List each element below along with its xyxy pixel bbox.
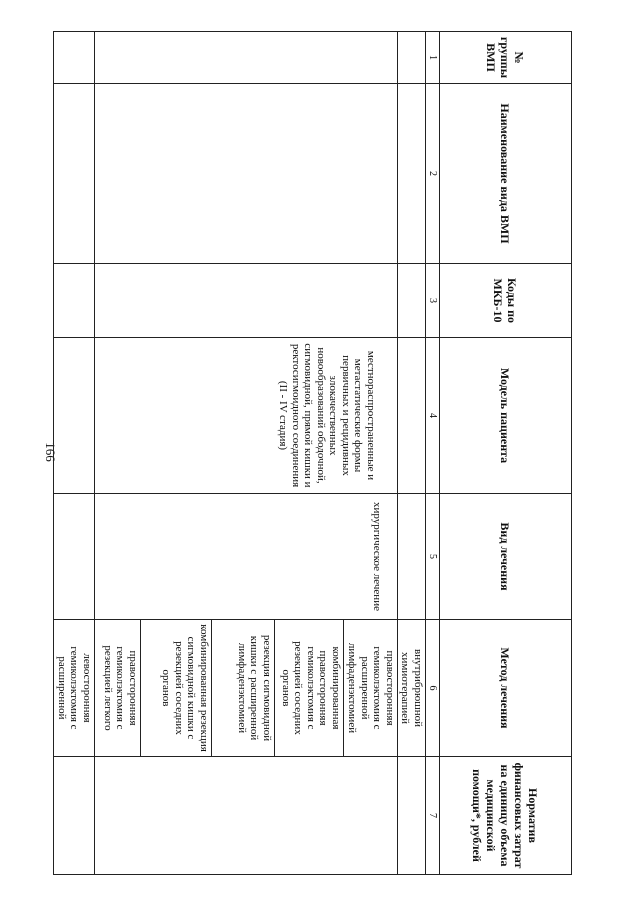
- column-number: 7: [426, 757, 440, 875]
- group-no-cell: [398, 32, 426, 84]
- column-number: 4: [426, 338, 440, 494]
- column-number-row: [426, 32, 440, 875]
- vmp-name-cell: [95, 84, 398, 264]
- treatment-method-cell: правосторонняя гемиколэктомия с расширенной лимфаденэктомией: [344, 620, 398, 757]
- treatment-method-cell: левосторонняя гемиколэктомия с расширенной: [54, 620, 95, 757]
- cost-norm-cell: [398, 757, 426, 875]
- treatment-table: [54, 31, 573, 875]
- treatment-table-rotated: [56, 31, 572, 874]
- mkb-codes-cell: [95, 264, 398, 338]
- page-number: 166: [43, 442, 58, 462]
- table-row: [398, 32, 426, 875]
- header-row: [440, 32, 572, 875]
- header-vmp-name: Наименование вида ВМП: [440, 84, 572, 264]
- header-group-no: № группы ВМП: [440, 32, 572, 84]
- header-treatment-type: Вид лечения: [440, 494, 572, 620]
- header-mkb-codes: Коды по МКБ-10: [440, 264, 572, 338]
- group-no-cell: [54, 32, 95, 84]
- column-number: 2: [426, 84, 440, 264]
- cost-norm-cell: [95, 757, 398, 875]
- treatment-type-cell: хирургическое лечение: [95, 494, 398, 620]
- vmp-name-cell: [398, 84, 426, 264]
- patient-model-cell: [54, 338, 95, 494]
- column-number: 3: [426, 264, 440, 338]
- patient-model-cell: [398, 338, 426, 494]
- treatment-method-cell: резекция сигмовидной кишки с расширенной лимфаденэктомией: [212, 620, 275, 757]
- treatment-method-cell: комбинированная правосторонняя гемиколэктомия с резекцией соседних органов: [275, 620, 344, 757]
- group-no-cell: [95, 32, 398, 84]
- treatment-type-cell: [398, 494, 426, 620]
- table-row: [54, 32, 95, 875]
- cost-norm-cell: [54, 757, 95, 875]
- column-number: 1: [426, 32, 440, 84]
- treatment-type-cell: [54, 494, 95, 620]
- treatment-method-cell: комбинированная резекция сигмовидной кишки с резекцией соседних органов: [141, 620, 212, 757]
- column-number: 5: [426, 494, 440, 620]
- mkb-codes-cell: [398, 264, 426, 338]
- header-cost-norm: Норматив финансовых затрат на единицу объема медицинской помощи*, рублей: [440, 757, 572, 875]
- header-treatment-method: Метод лечения: [440, 620, 572, 757]
- header-patient-model: Модель пациента: [440, 338, 572, 494]
- treatment-method-cell: внутрибрюшной химиотерапией: [398, 620, 426, 757]
- table-row: [344, 32, 398, 875]
- column-number: 6: [426, 620, 440, 757]
- vmp-name-cell: [54, 84, 95, 264]
- treatment-method-cell: правосторонняя гемиколэктомия с резекцией легкого: [95, 620, 141, 757]
- mkb-codes-cell: [54, 264, 95, 338]
- patient-model-cell: местнораспространенные и метастатические формы первичных и рецидивных злокачественных новообразований ободочной, сигмовидной, прямой кишки и ректосигмоидного соединения (II - IV стадия): [95, 338, 398, 494]
